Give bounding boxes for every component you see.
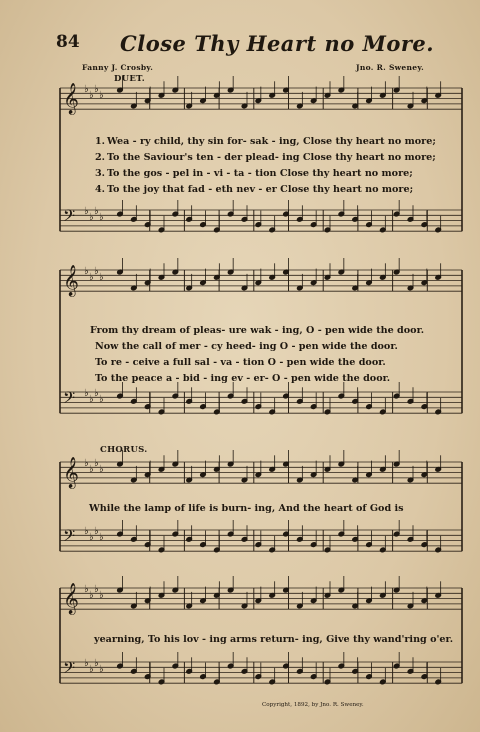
svg-text:♭: ♭ [94,458,99,469]
hymn-title: Close Thy Heart no More. [120,31,435,56]
chorus-line-1: While the lamp of life is burn- ing, And the heart of God is [89,503,404,514]
verse-2-line-2: Now the call of mer - cy heed- ing O - pen wide the door. [95,341,398,352]
svg-text:𝄢: 𝄢 [63,207,76,229]
svg-text:♭: ♭ [89,464,94,475]
svg-text:𝄞: 𝄞 [63,583,79,614]
svg-text:♭: ♭ [94,584,99,595]
composer-credit: Jno. R. Sweney. [356,63,425,72]
svg-text:♭: ♭ [94,84,99,95]
svg-text:𝄢: 𝄢 [63,389,76,411]
svg-text:♭: ♭ [89,590,94,601]
svg-text:♭: ♭ [99,90,104,101]
verse-4-line-1: 4. To the joy that fad - eth nev - er Close thy heart no more; [95,184,414,195]
svg-text:♭: ♭ [99,464,104,475]
svg-text:♭: ♭ [84,266,89,277]
author-credit: Fanny J. Crosby. [82,63,154,72]
copyright-notice: Copyright, 1892, by Jno. R. Sweney. [262,702,364,708]
svg-text:♭: ♭ [89,212,94,223]
svg-text:♭: ♭ [94,658,99,669]
svg-text:♭: ♭ [89,394,94,405]
svg-text:♭: ♭ [94,388,99,399]
svg-text:𝄢: 𝄢 [63,527,76,549]
svg-text:𝄞: 𝄞 [63,83,79,114]
svg-text:♭: ♭ [89,272,94,283]
svg-text:♭: ♭ [89,532,94,543]
svg-text:♭: ♭ [84,84,89,95]
verse-4-line-2: To the peace a - bid - ing ev - er- O - pen wide the door. [95,373,391,384]
svg-text:𝄞: 𝄞 [63,457,79,488]
verse-2-line-1: 2. To the Saviour's ten - der plead- ing Close thy heart no more; [95,152,436,163]
svg-text:♭: ♭ [94,526,99,537]
verse-1-line-1: 1. Wea - ry child, thy sin for- sak - ing, Close thy heart no more; [95,136,436,147]
verse-3-line-2: To re - ceive a full sal - va - tion O - pen wide the door. [95,357,386,368]
svg-text:♭: ♭ [99,394,104,405]
page-number: 84 [56,32,80,52]
svg-text:♭: ♭ [94,206,99,217]
svg-text:♭: ♭ [99,272,104,283]
svg-text:♭: ♭ [94,266,99,277]
svg-text:♭: ♭ [84,206,89,217]
svg-text:♭: ♭ [89,664,94,675]
svg-text:♭: ♭ [99,532,104,543]
svg-text:♭: ♭ [84,526,89,537]
svg-text:♭: ♭ [99,664,104,675]
verse-3-line-1: 3. To the gos - pel in - vi - ta - tion Close thy heart no more; [95,168,413,179]
svg-text:♭: ♭ [84,658,89,669]
svg-text:♭: ♭ [84,458,89,469]
svg-text:𝄢: 𝄢 [63,659,76,681]
svg-text:♭: ♭ [89,90,94,101]
svg-text:𝄞: 𝄞 [63,265,79,296]
verse-1-line-2: From thy dream of pleas- ure wak - ing, O - pen wide the door. [90,325,425,336]
chorus-line-2: yearning, To his lov - ing arms return- ing, Give thy wand'ring o'er. [94,634,454,645]
chorus-label: CHORUS. [100,445,148,455]
svg-text:♭: ♭ [84,584,89,595]
svg-text:♭: ♭ [99,590,104,601]
svg-text:♭: ♭ [99,212,104,223]
duet-label: DUET. [114,74,145,84]
svg-text:♭: ♭ [84,388,89,399]
